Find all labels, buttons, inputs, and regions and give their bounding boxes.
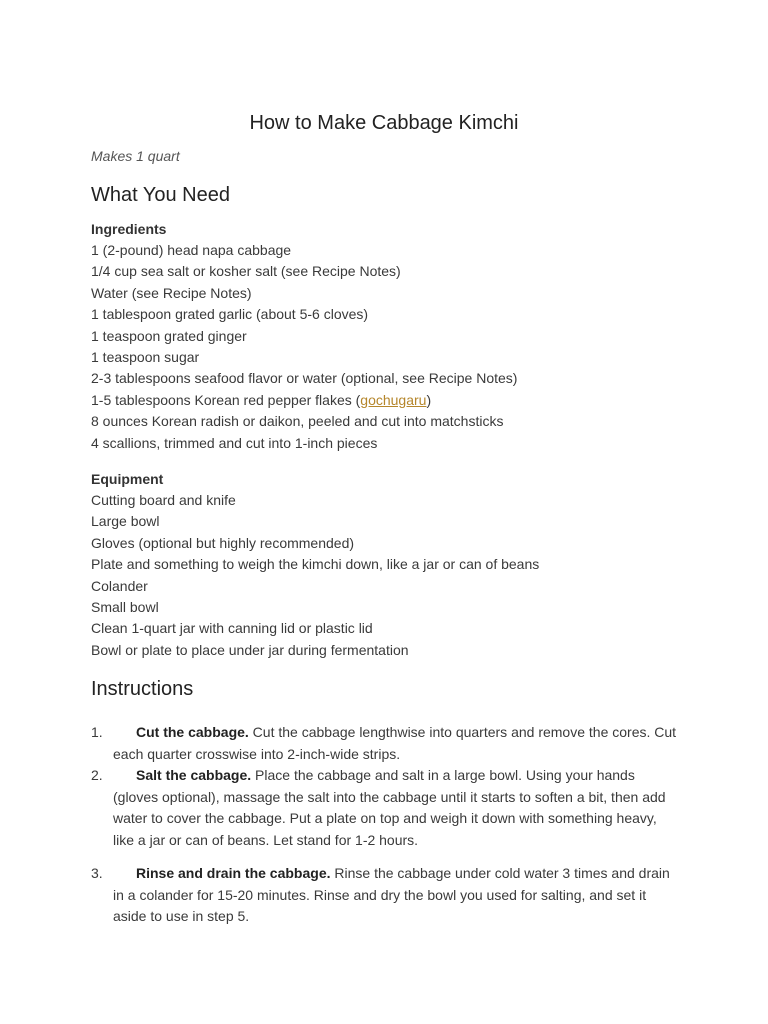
step-title: Rinse and drain the cabbage. bbox=[136, 865, 331, 881]
ingredient-item: 4 scallions, trimmed and cut into 1-inch pieces bbox=[91, 434, 378, 451]
equipment-section bbox=[91, 468, 691, 661]
step-text: Cut the cabbage lengthwise into quarters and remove the cores. Cut each quarter crosswise into 2-inch-wide strips. bbox=[113, 724, 677, 762]
equipment-item: Plate and something to weigh the kimchi down, like a jar or can of beans bbox=[91, 556, 540, 573]
ingredient-item bbox=[91, 390, 691, 411]
what-you-need-heading: What You Need bbox=[91, 184, 230, 206]
equipment-item: Cutting board and knife bbox=[91, 492, 236, 508]
ingredient-text: ) bbox=[426, 391, 432, 408]
step-text: Rinse the cabbage under cold water 3 times and drain in a colander for 15-20 minutes. Rinse and dry the bowl you used for salting, and set it aside to use in step 5. bbox=[113, 865, 670, 924]
ingredient-item: 1 teaspoon sugar bbox=[91, 349, 200, 366]
ingredient-item: Water (see Recipe Notes) bbox=[91, 284, 252, 301]
instructions-list bbox=[91, 722, 681, 928]
yield-text: Makes 1 quart bbox=[91, 148, 180, 164]
ingredient-text: 1-5 tablespoons Korean red pepper flakes ( bbox=[91, 391, 361, 408]
step-number: 3. bbox=[91, 865, 103, 881]
equipment-item: Bowl or plate to place under jar during fermentation bbox=[91, 641, 409, 658]
equipment-item: Clean 1-quart jar with canning lid or plastic lid bbox=[91, 620, 373, 637]
step-title: Salt the cabbage. bbox=[136, 767, 252, 783]
gochugaru-link[interactable]: gochugaru bbox=[360, 391, 427, 408]
instruction-step bbox=[91, 863, 681, 928]
ingredients-section bbox=[91, 218, 691, 454]
ingredient-item: 1 teaspoon grated ginger bbox=[91, 327, 247, 344]
instructions-heading: Instructions bbox=[91, 678, 194, 700]
step-title: Cut the cabbage. bbox=[136, 724, 249, 740]
instruction-step bbox=[91, 722, 681, 765]
instruction-step bbox=[91, 765, 681, 851]
ingredient-item: 8 ounces Korean radish or daikon, peeled and cut into matchsticks bbox=[91, 413, 504, 430]
page-title: How to Make Cabbage Kimchi bbox=[249, 112, 519, 134]
equipment-item: Small bowl bbox=[91, 599, 159, 616]
step-number: 2. bbox=[91, 767, 103, 783]
step-text: Place the cabbage and salt in a large bowl. Using your hands (gloves optional), massage the salt into the cabbage until it starts to soften a bit, then add water to cover the cabbage. Put a plate on top and weigh it down with something heavy, like a jar or can of beans. Let stand for 1-2 hours. bbox=[113, 767, 666, 848]
ingredient-item: 1 tablespoon grated garlic (about 5-6 cloves) bbox=[91, 306, 369, 323]
ingredients-heading: Ingredients bbox=[91, 221, 167, 237]
equipment-item: Large bowl bbox=[91, 513, 160, 530]
equipment-item: Gloves (optional but highly recommended) bbox=[91, 534, 355, 551]
ingredient-item: 1/4 cup sea salt or kosher salt (see Recipe Notes) bbox=[91, 263, 401, 280]
step-number: 1. bbox=[91, 724, 103, 740]
equipment-item: Colander bbox=[91, 577, 148, 594]
equipment-heading: Equipment bbox=[91, 471, 164, 487]
ingredient-item: 1 (2-pound) head napa cabbage bbox=[91, 242, 292, 258]
ingredient-item: 2-3 tablespoons seafood flavor or water (optional, see Recipe Notes) bbox=[91, 370, 518, 387]
